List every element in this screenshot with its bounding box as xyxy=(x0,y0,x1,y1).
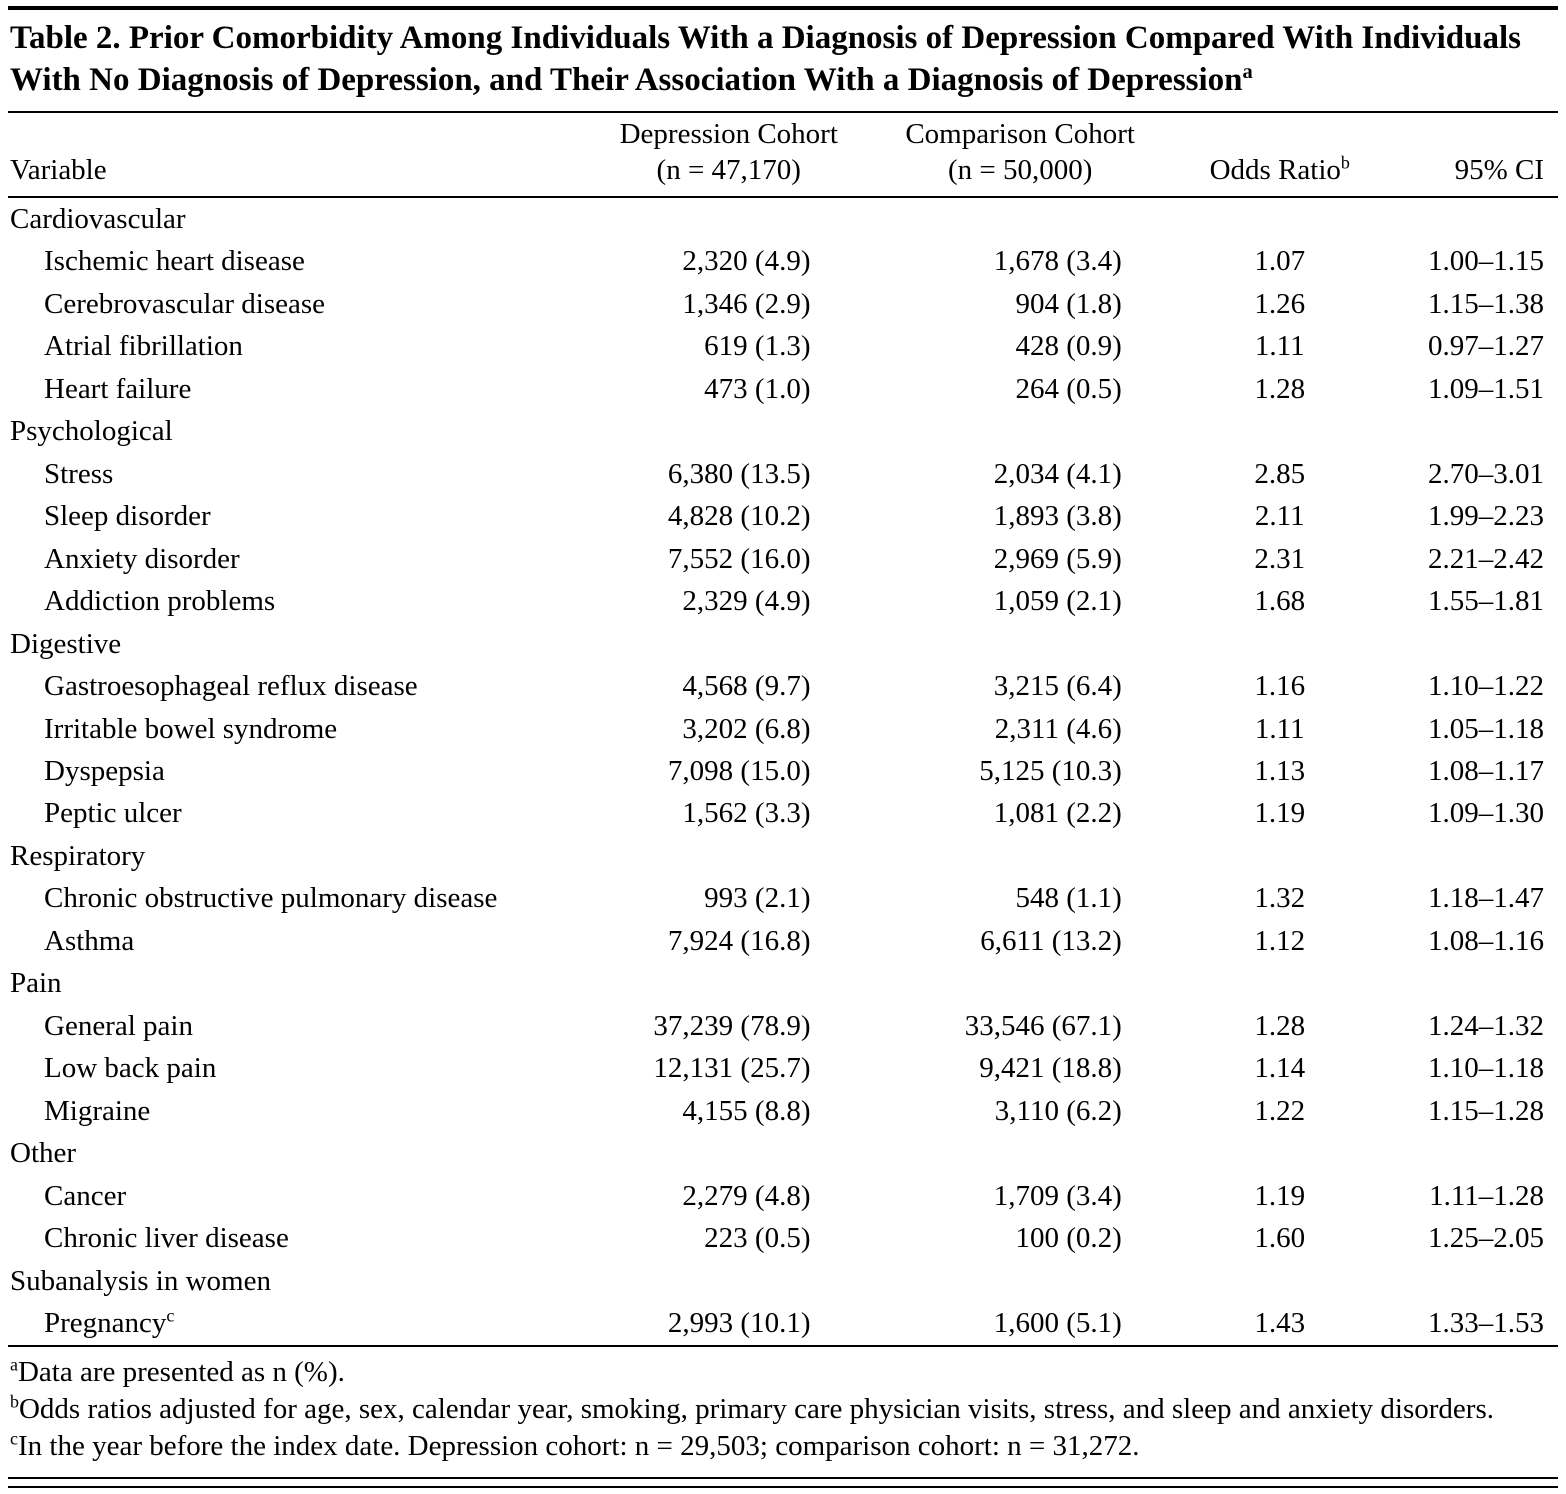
depression-cohort-value: 1,562 (3.3) xyxy=(682,797,811,830)
odds-ratio-value: 1.43 xyxy=(1254,1307,1306,1340)
ci-value: 1.08–1.17 xyxy=(1428,755,1544,787)
odds-ratio-value: 1.14 xyxy=(1254,1052,1306,1085)
footnote: $^c$In the year before the index date. Depression cohort: n = 29,503; comparison cohort: n = 31,272. xyxy=(10,1428,1140,1463)
depression-cohort-n: (n = 47,170) xyxy=(656,153,801,186)
comparison-cohort-value: 264 (0.5) xyxy=(1015,372,1122,405)
row-label: Asthma xyxy=(44,924,135,957)
section-label: Respiratory xyxy=(10,839,146,872)
ci-value: 1.08–1.16 xyxy=(1428,924,1544,957)
depression-cohort-value: 7,924 (16.8) xyxy=(667,924,811,957)
ci-value: 1.05–1.18 xyxy=(1428,712,1544,745)
row-label: Peptic ulcer xyxy=(44,797,182,830)
depression-cohort-value: 6,380 (13.5) xyxy=(667,457,811,490)
comparison-cohort-value: 548 (1.1) xyxy=(1015,882,1122,915)
comparison-cohort-value: 2,034 (4.1) xyxy=(993,457,1122,490)
col-header-ci xyxy=(1380,112,1558,197)
bottom-rule xyxy=(8,1477,1558,1488)
comparison-cohort-value: 100 (0.2) xyxy=(1015,1222,1122,1255)
ci-value: 1.09–1.30 xyxy=(1428,797,1544,830)
section-label: Pain xyxy=(10,967,62,1000)
section-label: Psychological xyxy=(10,415,173,448)
table-title-superscript: a xyxy=(1242,60,1253,83)
ci-value: 2.21–2.42 xyxy=(1428,542,1544,575)
footnote-superscript: c xyxy=(10,1428,18,1449)
table-row xyxy=(8,1005,1558,1047)
section-label: Other xyxy=(10,1137,77,1170)
table-row xyxy=(8,792,1558,834)
comparison-cohort-value: 1,059 (2.1) xyxy=(993,585,1122,618)
row-label: Addiction problems xyxy=(44,585,276,618)
table-row xyxy=(8,325,1558,367)
ci-value: 1.33–1.53 xyxy=(1428,1307,1544,1340)
comparison-cohort-value: 2,969 (5.9) xyxy=(993,542,1122,575)
depression-cohort-value: 4,155 (8.8) xyxy=(682,1094,811,1127)
odds-ratio-value: 1.28 xyxy=(1254,372,1306,405)
section-row xyxy=(8,1260,1558,1302)
table-row xyxy=(8,1090,1558,1132)
odds-ratio-value: 1.60 xyxy=(1254,1222,1306,1255)
ci-value: 1.00–1.15 xyxy=(1428,245,1544,278)
col-header-variable-label: Variable xyxy=(10,153,107,186)
row-label: Migraine xyxy=(44,1094,151,1127)
header-row xyxy=(8,112,1558,197)
odds-ratio-value: 1.68 xyxy=(1254,585,1306,618)
table-row xyxy=(8,1175,1558,1217)
section-row xyxy=(8,410,1558,452)
ci-value: 1.15–1.28 xyxy=(1428,1094,1544,1127)
comparison-cohort-value: 9,421 (18.8) xyxy=(979,1052,1122,1085)
depression-cohort-value: 2,329 (4.9) xyxy=(682,585,811,618)
row-label: Ischemic heart disease xyxy=(44,245,305,278)
table-row xyxy=(8,580,1558,622)
row-label: General pain xyxy=(44,1009,193,1042)
row-label: Irritable bowel syndrome xyxy=(44,712,338,745)
comparison-cohort-value: 1,600 (5.1) xyxy=(993,1307,1122,1340)
table-title xyxy=(8,10,1558,111)
odds-ratio-value: 1.11 xyxy=(1254,712,1305,745)
odds-ratio-value: 1.26 xyxy=(1254,287,1306,320)
table-row xyxy=(8,240,1558,282)
comparison-cohort-value: 1,678 (3.4) xyxy=(993,245,1122,278)
footnote-superscript: b xyxy=(10,1391,19,1412)
table-row xyxy=(8,283,1558,325)
depression-cohort-value: 4,828 (10.2) xyxy=(667,500,811,533)
depression-cohort-value: 619 (1.3) xyxy=(704,330,811,363)
row-label: Heart failure xyxy=(44,372,192,405)
comparison-cohort-value: 1,709 (3.4) xyxy=(993,1179,1122,1212)
depression-cohort-value: 2,320 (4.9) xyxy=(682,245,811,278)
depression-cohort-value: 12,131 (25.7) xyxy=(653,1052,811,1085)
section-label: Cardiovascular xyxy=(10,202,186,235)
row-label-superscript: c xyxy=(166,1305,175,1326)
row-label: Low back pain xyxy=(44,1052,217,1085)
comparison-cohort-label: Comparison Cohort xyxy=(905,118,1135,151)
depression-cohort-value: 7,098 (15.0) xyxy=(667,755,811,787)
odds-ratio-value: 1.07 xyxy=(1254,245,1306,278)
table-row xyxy=(8,1217,1558,1259)
footnote: $^b$Odds ratios adjusted for age, sex, calendar year, smoking, primary care physician visits, stress, and sleep and anxiety disorders. xyxy=(10,1391,1494,1425)
row-label: Cancer xyxy=(44,1179,127,1212)
odds-ratio-value: 1.22 xyxy=(1254,1094,1306,1127)
ci-value: 0.97–1.27 xyxy=(1428,330,1544,363)
row-label: Dyspepsia xyxy=(44,755,165,787)
comparison-cohort-value: 1,081 (2.2) xyxy=(993,797,1122,830)
comparison-cohort-value: 33,546 (67.1) xyxy=(964,1009,1122,1042)
comparison-cohort-value: 1,893 (3.8) xyxy=(993,500,1122,533)
section-row xyxy=(8,1132,1558,1174)
depression-cohort-value: 3,202 (6.8) xyxy=(682,712,811,745)
row-label: Stress xyxy=(44,457,114,490)
table-row xyxy=(8,1302,1558,1344)
depression-cohort-value: 473 (1.0) xyxy=(704,372,811,405)
comparison-cohort-value: 2,311 (4.6) xyxy=(994,712,1122,745)
col-header-variable xyxy=(8,112,597,197)
section-row xyxy=(8,623,1558,665)
row-label: Chronic liver disease xyxy=(44,1222,289,1255)
comparison-cohort-value: 3,215 (6.4) xyxy=(993,670,1122,703)
ci-value: 1.10–1.18 xyxy=(1428,1052,1544,1085)
odds-ratio-value: 1.11 xyxy=(1254,330,1305,363)
table-title-text: Table 2. Prior Comorbidity Among Individuals With a Diagnosis of Depression Compared With Individuals With No Diagnosis of Depression, and Their Association With a Diagnosis of Depression xyxy=(10,20,1522,98)
footnote-superscript: a xyxy=(10,1353,18,1374)
ci-value: 1.99–2.23 xyxy=(1428,500,1544,533)
depression-cohort-value: 7,552 (16.0) xyxy=(667,542,811,575)
section-row xyxy=(8,835,1558,877)
table-row xyxy=(8,495,1558,537)
odds-ratio-value: 1.19 xyxy=(1254,1179,1306,1212)
ci-value: 1.15–1.38 xyxy=(1428,287,1544,320)
table-row xyxy=(8,750,1558,792)
row-label: Pregnancy$^c$ xyxy=(44,1305,175,1340)
table-body xyxy=(8,197,1558,1345)
odds-ratio-value: 1.13 xyxy=(1254,755,1306,787)
section-label: Digestive xyxy=(10,627,122,660)
odds-ratio-value: 2.85 xyxy=(1254,457,1306,490)
section-label: Subanalysis in women xyxy=(10,1264,271,1297)
depression-cohort-value: 4,568 (9.7) xyxy=(682,670,811,703)
depression-cohort-value: 993 (2.1) xyxy=(704,882,811,915)
comparison-cohort-value: 5,125 (10.3) xyxy=(979,755,1122,787)
ci-value: 1.24–1.32 xyxy=(1428,1009,1544,1042)
table-row xyxy=(8,453,1558,495)
row-label: Cerebrovascular disease xyxy=(44,287,326,320)
comparison-cohort-n: (n = 50,000) xyxy=(947,153,1093,186)
table-header xyxy=(8,112,1558,197)
comorbidity-table xyxy=(8,111,1558,1344)
col-header-depression-cohort xyxy=(597,112,861,197)
depression-cohort-value: 1,346 (2.9) xyxy=(682,287,811,320)
odds-ratio-label: Odds Ratio xyxy=(1209,153,1341,186)
table-row xyxy=(8,877,1558,919)
comparison-cohort-value: 3,110 (6.2) xyxy=(994,1094,1122,1127)
ci-value: 1.11–1.28 xyxy=(1429,1179,1544,1212)
comparison-cohort-value: 6,611 (13.2) xyxy=(980,924,1122,957)
table-row xyxy=(8,1047,1558,1089)
odds-ratio-value: 1.12 xyxy=(1254,924,1306,957)
ci-value: 1.18–1.47 xyxy=(1428,882,1544,915)
ci-value: 1.09–1.51 xyxy=(1428,372,1544,405)
row-label: Gastroesophageal reflux disease xyxy=(44,670,418,703)
depression-cohort-label: Depression Cohort xyxy=(619,118,838,151)
col-header-comparison-cohort xyxy=(861,112,1180,197)
row-label: Chronic obstructive pulmonary disease xyxy=(44,882,498,915)
table-row xyxy=(8,708,1558,750)
odds-ratio-value: 1.28 xyxy=(1254,1009,1306,1042)
odds-ratio-value: 1.32 xyxy=(1254,882,1306,915)
depression-cohort-value: 2,993 (10.1) xyxy=(667,1307,811,1340)
depression-cohort-value: 37,239 (78.9) xyxy=(653,1009,811,1042)
odds-ratio-value: 2.11 xyxy=(1254,500,1305,533)
section-row xyxy=(8,962,1558,1004)
table-row xyxy=(8,368,1558,410)
row-label: Atrial fibrillation xyxy=(44,330,243,363)
ci-value: 1.25–2.05 xyxy=(1428,1222,1544,1255)
table-row xyxy=(8,538,1558,580)
col-header-odds-ratio xyxy=(1180,112,1380,197)
odds-ratio-value: 1.16 xyxy=(1254,670,1306,703)
comparison-cohort-value: 904 (1.8) xyxy=(1015,287,1122,320)
odds-ratio-superscript: b xyxy=(1340,151,1350,172)
odds-ratio-value: 2.31 xyxy=(1254,542,1306,575)
row-label: Anxiety disorder xyxy=(44,542,240,575)
ci-label: 95% CI xyxy=(1454,153,1544,186)
footnote: $^a$Data are presented as n (%). xyxy=(10,1353,345,1388)
section-row xyxy=(8,197,1558,240)
comparison-cohort-value: 428 (0.9) xyxy=(1015,330,1122,363)
row-label: Sleep disorder xyxy=(44,500,211,533)
depression-cohort-value: 2,279 (4.8) xyxy=(682,1179,811,1212)
depression-cohort-value: 223 (0.5) xyxy=(704,1222,811,1255)
ci-value: 1.55–1.81 xyxy=(1428,585,1544,618)
odds-ratio-value: 1.19 xyxy=(1254,797,1306,830)
table-row xyxy=(8,920,1558,962)
ci-value: 2.70–3.01 xyxy=(1428,457,1544,490)
table-row xyxy=(8,665,1558,707)
footnotes xyxy=(8,1345,1558,1477)
ci-value: 1.10–1.22 xyxy=(1428,670,1544,703)
